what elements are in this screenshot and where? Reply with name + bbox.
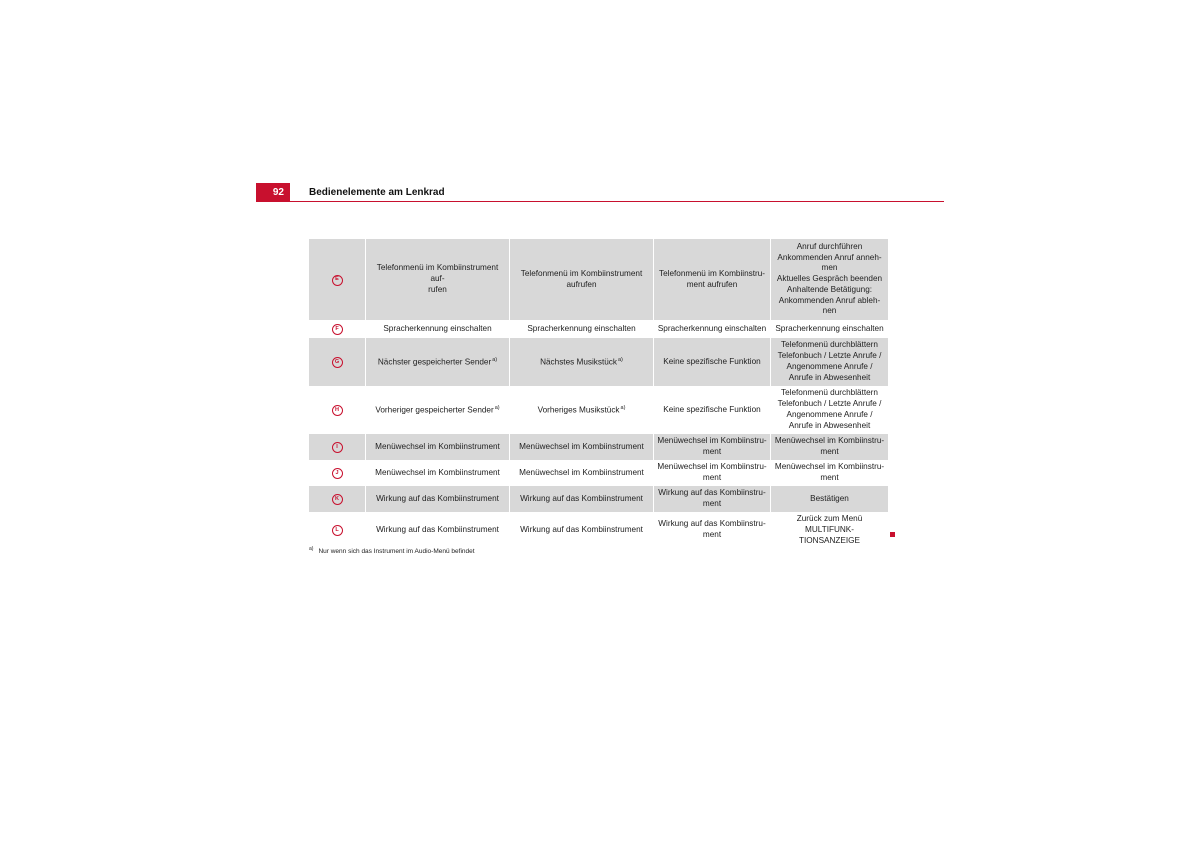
footnote-text: Nur wenn sich das Instrument im Audio-Menü befindet: [318, 548, 475, 556]
table-cell: [366, 460, 510, 486]
cell-text: Telefonmenü im Kombiinstrument auf- rufen: [376, 263, 499, 294]
key-cell: [309, 338, 366, 386]
cell-text: Wirkung auf das Kombiinstru- ment: [658, 488, 766, 508]
table-cell: [654, 320, 771, 338]
button-key-icon: I: [332, 442, 343, 453]
cell-text: Vorheriges Musikstück: [537, 405, 620, 415]
table-row: [309, 338, 888, 386]
table-cell: [366, 338, 510, 386]
cell-text: Keine spezifische Funktion: [663, 404, 761, 414]
table-cell: [366, 386, 510, 434]
cell-text: Spracherkennung einschalten: [775, 323, 884, 333]
table-cell: [771, 460, 888, 486]
cell-text: Menüwechsel im Kombiinstru- ment: [657, 462, 767, 482]
footnote-reference: a): [620, 405, 626, 412]
table-cell: [654, 434, 771, 460]
cell-text: Menüwechsel im Kombiinstrument: [375, 467, 500, 477]
table-cell: [366, 239, 510, 320]
table-cell: [771, 512, 888, 548]
footnote-reference: a): [618, 357, 623, 364]
table-row: [309, 512, 888, 548]
page-header: [256, 183, 944, 202]
cell-text: Wirkung auf das Kombiinstrument: [376, 524, 499, 534]
cell-text: Telefonmenü durchblättern Telefonbuch / Letzte Anrufe / Angenommene Anrufe / Anrufe in Abwesenheit: [777, 388, 882, 430]
cell-text: Menüwechsel im Kombiinstrument: [375, 441, 500, 451]
button-key-icon: J: [332, 468, 343, 479]
key-cell: [309, 486, 366, 512]
table-cell: [366, 486, 510, 512]
table-cell: [654, 512, 771, 548]
table-cell: [771, 338, 888, 386]
key-cell: [309, 512, 366, 548]
table-row: [309, 239, 888, 320]
cell-text: Keine spezifische Funktion: [663, 356, 761, 366]
steering-wheel-function-table: [309, 239, 888, 548]
cell-text: Vorheriger gespeicherter Sender: [375, 405, 494, 415]
cell-text: Wirkung auf das Kombiinstrument: [520, 493, 643, 503]
cell-text: Nächster gespeicherter Sender: [377, 357, 492, 367]
key-cell: [309, 434, 366, 460]
footnote-mark: a): [309, 546, 314, 552]
table-row: [309, 320, 888, 338]
cell-text: Bestätigen: [810, 493, 849, 503]
key-cell: [309, 386, 366, 434]
table-cell: [771, 386, 888, 434]
cell-text: Menüwechsel im Kombiinstru- ment: [774, 462, 885, 482]
button-key-icon: H: [332, 405, 343, 416]
table-cell: [654, 460, 771, 486]
table-cell: [366, 320, 510, 338]
cell-text: Wirkung auf das Kombiinstrument: [376, 493, 499, 503]
table-cell: [510, 386, 654, 434]
table-cell: [510, 338, 654, 386]
cell-text: Zurück zum Menü MULTIFUNK- TIONSANZEIGE: [796, 514, 863, 545]
key-cell: [309, 320, 366, 338]
cell-text: Menüwechsel im Kombiinstru- ment: [774, 436, 885, 456]
cell-text: Menüwechsel im Kombiinstrument: [519, 441, 644, 451]
table-cell: [654, 239, 771, 320]
table-cell: [510, 486, 654, 512]
cell-text: Spracherkennung einschalten: [383, 323, 492, 333]
table-cell: [510, 512, 654, 548]
cell-text: Wirkung auf das Kombiinstrument: [520, 524, 643, 534]
table-cell: [654, 338, 771, 386]
table-cell: [654, 386, 771, 434]
table-cell: [771, 239, 888, 320]
cell-text: Menüwechsel im Kombiinstrument: [519, 467, 644, 477]
section-end-marker: [890, 532, 895, 537]
button-key-icon: K: [332, 494, 343, 505]
footnote-reference: a): [492, 357, 498, 364]
table-cell: [366, 512, 510, 548]
footnote: [309, 546, 475, 555]
table-row: [309, 486, 888, 512]
table-cell: [510, 434, 654, 460]
cell-text: Menüwechsel im Kombiinstru- ment: [657, 436, 767, 456]
table-row: [309, 386, 888, 434]
button-key-icon: F: [332, 324, 343, 335]
table-body: [309, 239, 888, 548]
table-cell: [366, 434, 510, 460]
key-cell: [309, 460, 366, 486]
table-cell: [510, 460, 654, 486]
table-cell: [771, 320, 888, 338]
button-key-icon: L: [332, 525, 343, 536]
cell-text: Telefonmenü im Kombiinstrument aufrufen: [520, 268, 643, 289]
table-cell: [510, 320, 654, 338]
section-title: Bedienelemente am Lenkrad: [309, 187, 445, 198]
cell-text: Anruf durchführen Ankommenden Anruf anneh- men Aktuelles Gespräch beenden Anhaltende Betätigung: Ankommenden Anruf ableh- nen: [776, 241, 883, 316]
cell-text: Telefonmenü durchblättern Telefonbuch / Letzte Anrufe / Angenommene Anrufe / Anrufe in Abwesenheit: [777, 340, 882, 382]
cell-text: Nächstes Musikstück: [540, 357, 617, 367]
table-cell: [771, 434, 888, 460]
footnote-reference: a): [494, 405, 500, 412]
key-cell: [309, 239, 366, 320]
page-number: 92: [256, 183, 290, 201]
button-key-icon: E: [332, 275, 343, 286]
cell-text: Wirkung auf das Kombiinstru- ment: [658, 519, 766, 540]
cell-text: Spracherkennung einschalten: [527, 323, 636, 333]
cell-text: Spracherkennung einschalten: [657, 323, 767, 333]
table-row: [309, 460, 888, 486]
cell-text: Telefonmenü im Kombiinstru- ment aufrufen: [658, 268, 766, 289]
button-key-icon: G: [332, 357, 343, 368]
table-cell: [510, 239, 654, 320]
table-row: [309, 434, 888, 460]
table-cell: [654, 486, 771, 512]
table-cell: [771, 486, 888, 512]
